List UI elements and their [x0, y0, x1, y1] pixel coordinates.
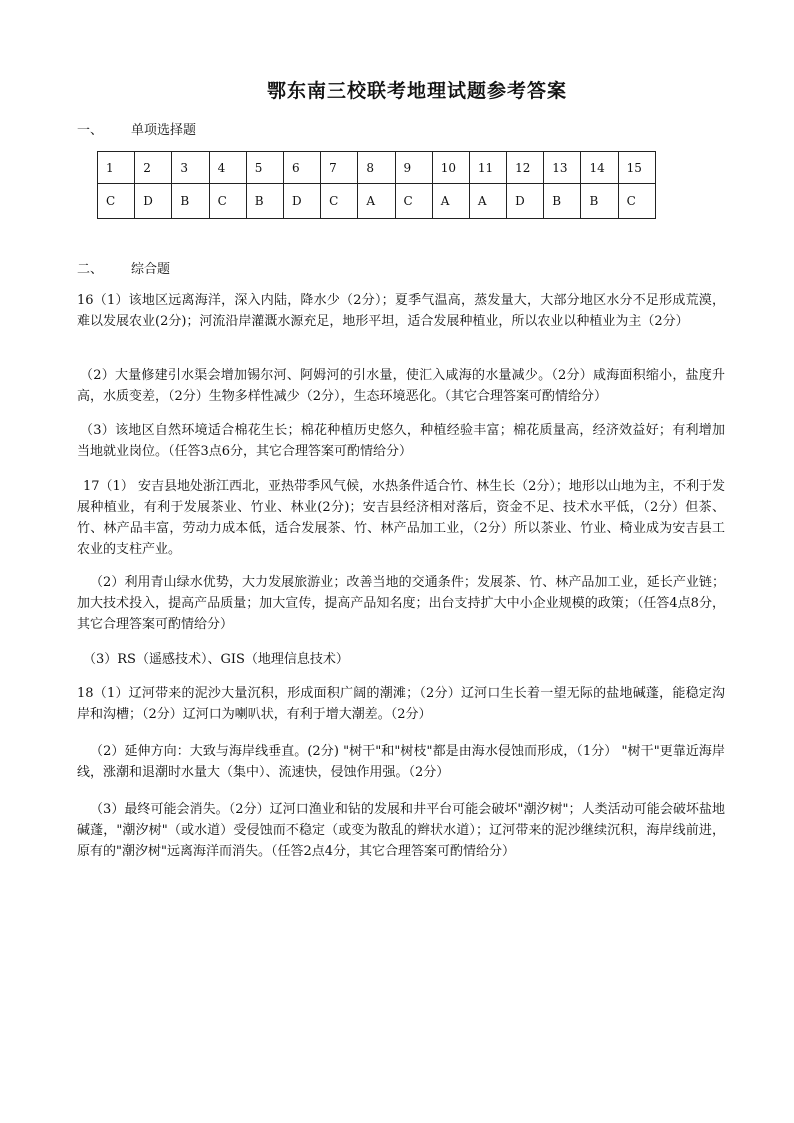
- section-label: 单项选择题: [131, 123, 197, 138]
- question-number-cell: 1: [98, 152, 135, 184]
- answer-key-cell: C: [98, 184, 135, 219]
- answer-18-2: （2）延伸方向：大致与海岸线垂直。(2分) "树干"和"树枝"都是由海水侵蚀而形成，（1分） "树干"更靠近海岸线，涨潮和退潮时水量大（集中）、流速快，侵蚀作用强。（2分）: [77, 744, 725, 780]
- question-number-cell: 8: [358, 152, 395, 184]
- answer-16-3: （3）该地区自然环境适合棉花生长；棉花种植历史悠久，种植经验丰富；棉花质量高，经济效益好；有利增加当地就业岗位。（任答3点6分，其它合理答案可酌情给分）: [77, 423, 725, 459]
- answer-key-cell: D: [135, 184, 172, 219]
- answer-18-3: （3）最终可能会消失。（2分）辽河口渔业和钻的发展和井平台可能会破坏"潮汐树"；人类活动可能会破坏盐地碱蓬，"潮汐树"（或水道）受侵蚀而不稳定（或变为散乱的辫状水道）；辽河带来的泥沙继续沉积，海岸线前进，原有的"潮汐树"远离海洋而消失。（任答2点4分，其它合理答案可酌情给分）: [77, 802, 725, 859]
- question-number-cell: 4: [209, 152, 246, 184]
- section-label: 综合题: [131, 262, 171, 277]
- question-number-row: [98, 152, 656, 184]
- answer-key-cell: C: [618, 184, 655, 219]
- question-number-cell: 10: [432, 152, 469, 184]
- answer-key-cell: A: [469, 184, 506, 219]
- question-number-cell: 7: [321, 152, 358, 184]
- question-number-cell: 11: [469, 152, 506, 184]
- question-number-cell: 9: [395, 152, 432, 184]
- question-number-cell: 15: [618, 152, 655, 184]
- answer-16-1: 16（1）该地区远离海洋，深入内陆，降水少（2分）；夏季气温高，蒸发量大，大部分地区水分不足形成荒漠，难以发展农业(2分)；河流沿岸灌溉水源充足，地形平坦，适合发展种植业，所以农业以种植业为主（2分）: [77, 293, 725, 329]
- question-number-cell: 3: [172, 152, 209, 184]
- question-number-cell: 6: [283, 152, 320, 184]
- section-number: 二、: [77, 262, 104, 277]
- answer-key-cell: B: [581, 184, 618, 219]
- answer-17-2: （2）利用青山绿水优势，大力发展旅游业；改善当地的交通条件；发展茶、竹、林产品加工业，延长产业链；加大技术投入，提高产品质量；加大宣传，提高产品知名度；出台支持扩大中小企业规模的政策；（任答4点8分，其它合理答案可酌情给分）: [77, 575, 725, 632]
- question-number-cell: 12: [507, 152, 544, 184]
- answer-key-cell: A: [358, 184, 395, 219]
- page-title: 鄂东南三校联考地理试题参考答案: [266, 80, 567, 102]
- answer-key-cell: B: [544, 184, 581, 219]
- answer-key-cell: C: [321, 184, 358, 219]
- question-number-cell: 2: [135, 152, 172, 184]
- answer-key-cell: C: [395, 184, 432, 219]
- section-number: 一、: [77, 123, 104, 138]
- answer-table: [97, 151, 656, 219]
- answer-16-2: （2）大量修建引水渠会增加锡尔河、阿姆河的引水量，使汇入咸海的水量减少。（2分）咸海面积缩小，盐度升高，水质变差，（2分）生物多样性减少（2分），生态环境恶化。（其它合理答案可酌情给分）: [77, 368, 725, 404]
- answer-key-cell: B: [172, 184, 209, 219]
- answer-18-1: 18（1）辽河带来的泥沙大量沉积，形成面积广阔的潮滩；（2分）辽河口生长着一望无际的盐地碱蓬，能稳定沟岸和沟槽；（2分）辽河口为喇叭状，有利于增大潮差。（2分）: [77, 686, 725, 722]
- question-number-cell: 13: [544, 152, 581, 184]
- answer-17-1: 17（1） 安吉县地处浙江西北，亚热带季风气候，水热条件适合竹、林生长（2分）；地形以山地为主，不利于发展种植业，有利于发展茶业、竹业、林业(2分)；安吉县经济相对落后，资金不足、技术水平低，（2分）但茶、竹、林产品丰富，劳动力成本低，适合发展茶、竹、林产品加工业，（2分）所以茶业、竹业、椅业成为安吉县工农业的支柱产业。: [77, 479, 725, 557]
- answer-key-cell: D: [283, 184, 320, 219]
- question-number-cell: 5: [246, 152, 283, 184]
- section-heading-choice: [77, 119, 196, 138]
- answer-key-cell: D: [507, 184, 544, 219]
- section-heading-comprehensive: [77, 258, 170, 277]
- answer-17-3: （3）RS（遥感技术）、GIS（地理信息技术）: [83, 652, 349, 667]
- answer-key-cell: B: [246, 184, 283, 219]
- answer-key-row: [98, 184, 656, 219]
- question-number-cell: 14: [581, 152, 618, 184]
- answer-key-cell: A: [432, 184, 469, 219]
- answer-key-cell: C: [209, 184, 246, 219]
